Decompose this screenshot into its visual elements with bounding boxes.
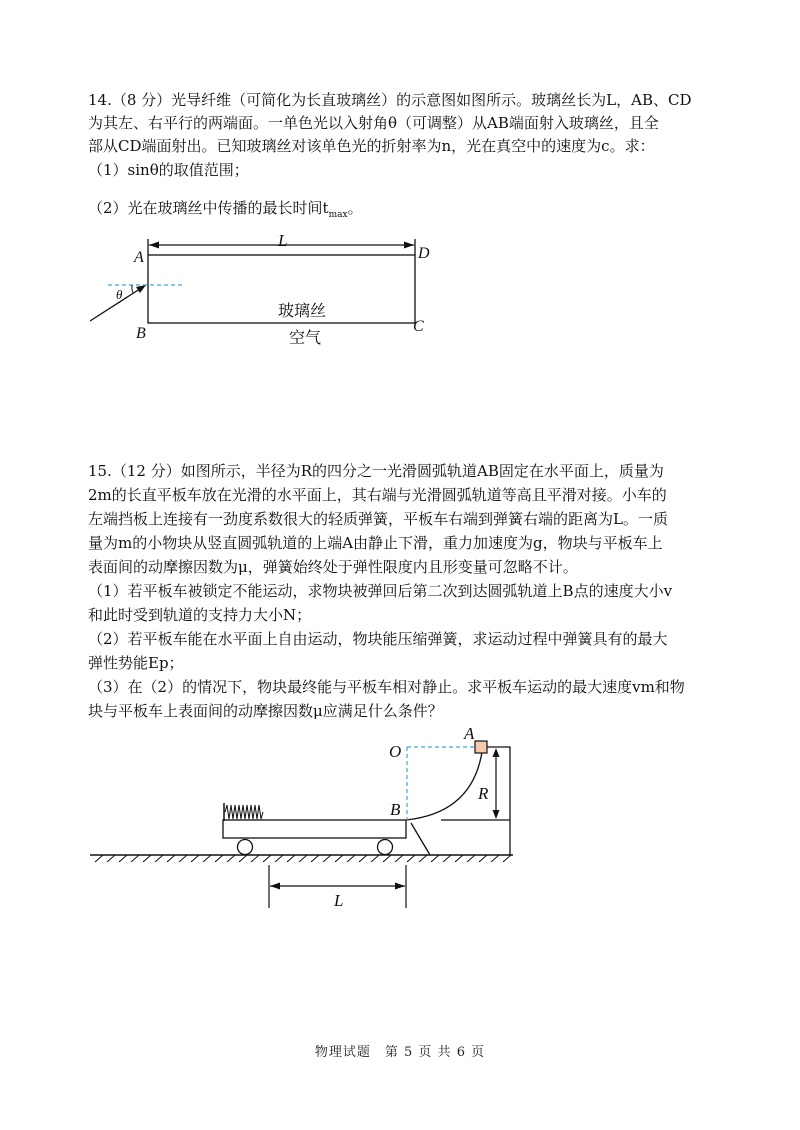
spring — [225, 805, 263, 819]
q14-part-2 — [88, 198, 363, 225]
label-B: B — [390, 800, 401, 819]
label-O: O — [389, 742, 402, 761]
r-arrow-bottom — [493, 810, 500, 819]
ground-hatch — [95, 855, 511, 862]
l-arrow-left — [270, 883, 280, 890]
q15-figure — [85, 720, 525, 915]
q15-part-3: （3）在（2）的情况下，物块最终能与平板车相对静止。求平板车运动的最大速度vm和物 — [88, 678, 685, 696]
arrow-right-head — [404, 242, 414, 249]
small-block — [475, 741, 487, 753]
label-C: C — [413, 318, 424, 335]
label-theta: θ — [116, 287, 123, 302]
q14-line-3: 部从CD端面射出。已知玻璃丝对该单色光的折射率为n，光在真空中的速度为c。求： — [88, 137, 655, 155]
q15-line-1: 15.（12 分）如图所示，半径为R的四分之一光滑圆弧轨道AB固定在水平面上，质量为 — [88, 462, 664, 480]
label-glass: 玻璃丝 — [278, 303, 327, 320]
q15-line-5: 表面间的动摩擦因数为μ，弹簧始终处于弹性限度内且形变量可忽略不计。 — [88, 558, 578, 576]
q14-part-2-subscript: max — [328, 210, 348, 220]
l-arrow-right — [395, 883, 405, 890]
label-R: R — [478, 784, 489, 803]
q15-line-4: 量为m的小物块从竖直圆弧轨道的上端A由静止下滑，重力加速度为g，物块与平板车上 — [88, 534, 663, 552]
label-D: D — [418, 245, 430, 262]
label-A: A — [134, 249, 144, 266]
q14-part-2-text: （2）光在玻璃丝中传播的最长时间t — [88, 199, 329, 217]
q14-line-2: 为其左、右平行的两端面。一单色光以入射角θ（可调整）从AB端面射入玻璃丝，且全 — [88, 114, 659, 132]
q14-part-2-end: 。 — [347, 199, 363, 217]
q14-figure — [80, 225, 440, 360]
label-B: B — [136, 325, 146, 342]
q15-part-1: （1）若平板车被锁定不能运动，求物块被弹回后第二次到达圆弧轨道上B点的速度大小v — [88, 582, 673, 600]
cart-body — [223, 820, 406, 838]
q14-part-1: （1）sinθ的取值范围； — [88, 161, 249, 179]
wheel-right — [378, 840, 393, 855]
page-footer: 物理试题 第 5 页 共 6 页 — [314, 1045, 486, 1060]
label-L: L — [278, 231, 288, 250]
label-A: A — [464, 724, 475, 743]
arc-track — [406, 752, 482, 820]
q15-part-2: （2）若平板车能在水平面上自由运动，物块能压缩弹簧，求运动过程中弹簧具有的最大 — [88, 630, 668, 648]
ray-arrow-head — [136, 285, 146, 293]
q15-line-2: 2m的长直平板车放在光滑的水平面上，其右端与光滑圆弧轨道等高且平滑对接。小车的 — [88, 486, 667, 504]
q15-part-3-cont: 块与平板车上表面间的动摩擦因数μ应满足什么条件？ — [88, 702, 443, 720]
q15-line-3: 左端挡板上连接有一劲度系数很大的轻质弹簧，平板车右端到弹簧右端的距离为L。一质 — [88, 510, 668, 528]
q14-line-1: 14.（8 分）光导纤维（可简化为长直玻璃丝）的示意图如图所示。玻璃丝长为L，AB、CD — [88, 91, 692, 109]
r-arrow-top — [493, 748, 500, 757]
q15-part-2-cont: 弹性势能Ep； — [88, 654, 184, 672]
wheel-left — [238, 840, 253, 855]
angle-arc — [132, 285, 133, 293]
arrow-left-head — [149, 242, 159, 249]
label-air: 空气 — [289, 330, 322, 347]
track-support — [411, 823, 430, 855]
label-L: L — [334, 891, 344, 910]
q15-part-1-cont: 和此时受到轨道的支持力大小N； — [88, 606, 312, 624]
